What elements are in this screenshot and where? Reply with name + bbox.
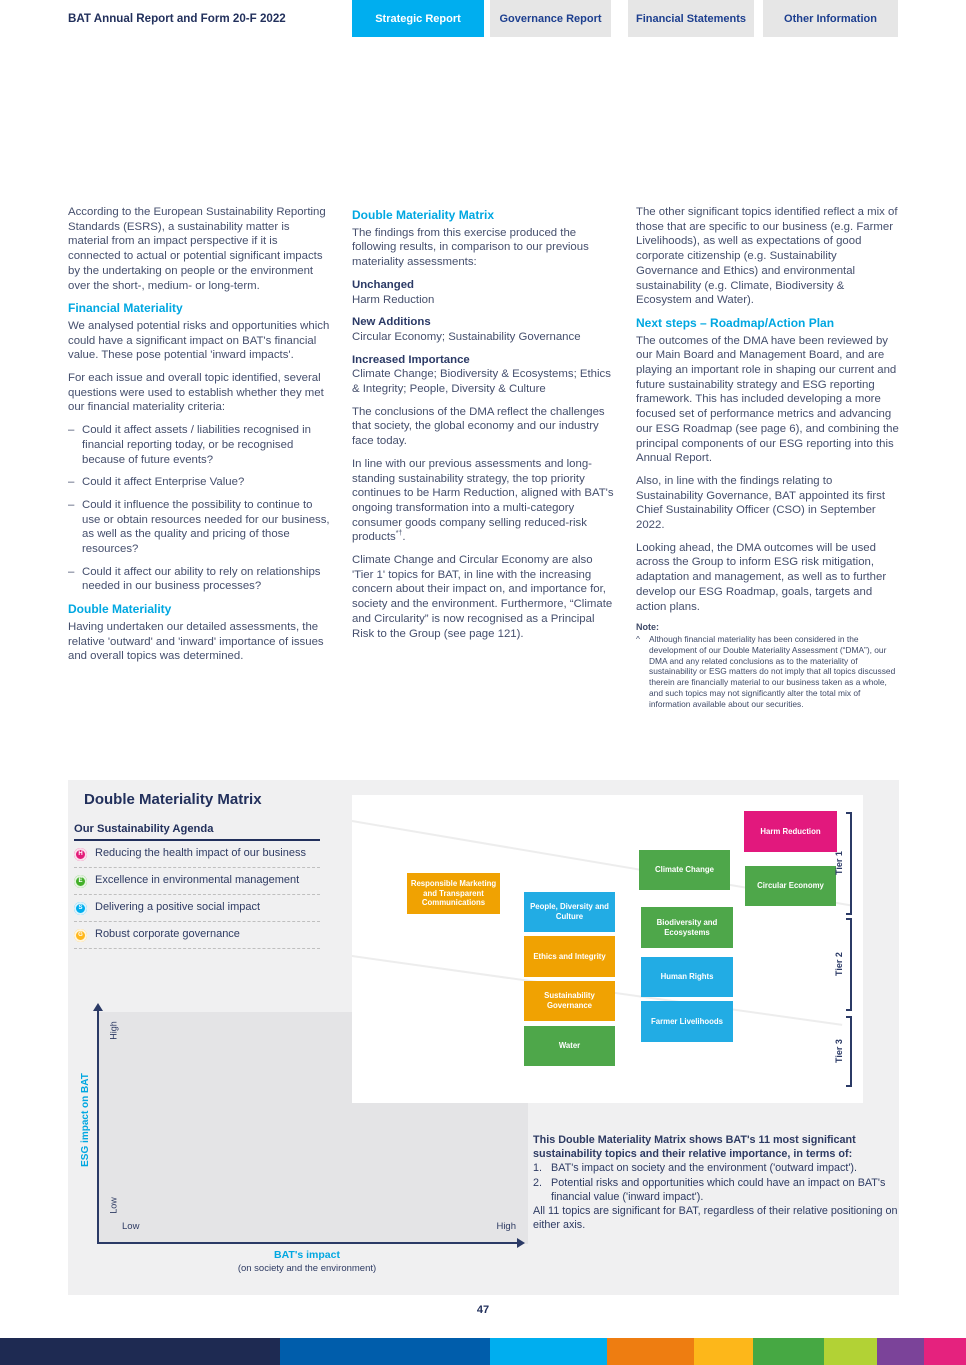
y-axis-arrow-icon	[93, 1003, 103, 1011]
tier-1-label: Tier 1	[834, 851, 844, 875]
legend-label: Reducing the health impact of our business	[95, 847, 306, 859]
matrix-box-responsible-marketing: Responsible Marketing and Transparent Communications	[407, 873, 500, 914]
paragraph	[352, 457, 615, 545]
matrix-title: Double Materiality Matrix	[84, 791, 262, 808]
tier-1-bracket	[846, 812, 852, 915]
brand-color-stripe	[0, 1338, 966, 1365]
paragraph: For each issue and overall topic identified, several questions were used to establish whether they met our financial materiality criteria:	[68, 372, 324, 414]
double-materiality-matrix-panel	[68, 780, 899, 1295]
group-title: Increased Importance	[352, 353, 470, 366]
footnote	[636, 622, 899, 709]
column-1	[68, 205, 331, 672]
stripe-segment	[280, 1338, 490, 1365]
list-text: Potential risks and opportunities which could have an impact on BAT's financial value ('inward impact').	[551, 1176, 886, 1203]
y-axis-title: ESG impact on BAT	[80, 1073, 91, 1167]
note-text: Although financial materiality has been considered in the development of our Double Materiality Assessment (“DMA”), our DMA and any related conclusions as to the materiality of sustainability or ESG matters do not imply that all topics discussed therein are financially material to our business taken as a whole, and such topics may not significantly alter the total mix of information available about our securities.	[649, 634, 896, 709]
heading-double-materiality: Double Materiality	[68, 602, 172, 617]
result-group	[352, 278, 615, 307]
matrix-box-farmer-livelihoods: Farmer Livelihoods	[641, 1001, 733, 1042]
paragraph-text: .	[402, 531, 406, 544]
caption-heading: This Double Materiality Matrix shows BAT's 11 most significant sustainability topics and their relative importance, in terms of:	[533, 1134, 856, 1161]
caption-list-item	[533, 1161, 905, 1175]
stripe-segment	[694, 1338, 753, 1365]
footnote-superscript: *†	[395, 530, 403, 538]
y-axis-line	[97, 1010, 99, 1244]
bullet-text: Could it affect assets / liabilities recognised in financial reporting today, or be recognised because of future events?	[82, 424, 311, 466]
report-title: BAT Annual Report and Form 20-F 2022	[68, 12, 286, 25]
x-axis-subtitle: (on society and the environment)	[237, 1263, 377, 1274]
stripe-segment	[877, 1338, 924, 1365]
legend-item-social	[74, 895, 320, 922]
legend-label: Delivering a positive social impact	[95, 901, 261, 913]
tier-3-label: Tier 3	[834, 1039, 844, 1063]
matrix-box-harm-reduction: Harm Reduction	[744, 811, 837, 852]
legend-item-environment	[74, 868, 320, 895]
note-marker: ^	[636, 634, 640, 645]
legend-item-health	[74, 841, 320, 868]
y-axis-high-label: High	[108, 1021, 119, 1040]
stripe-segment	[0, 1338, 280, 1365]
caption-list-item	[533, 1176, 905, 1204]
group-body: Circular Economy; Sustainability Governance	[352, 330, 581, 343]
stripe-segment	[490, 1338, 607, 1365]
matrix-box-climate-change: Climate Change	[639, 850, 730, 890]
column-2	[352, 205, 615, 649]
group-title: Unchanged	[352, 278, 415, 291]
stripe-segment	[824, 1338, 877, 1365]
legend-item-governance	[74, 922, 320, 949]
paragraph-text: In line with our previous assessments and long-standing sustainability strategy, the top priority continues to be Harm Reduction, aligned with BAT's ongoing transformation into a multi-category consumer goods company selling reduced-risk products	[352, 457, 614, 544]
paragraph: According to the European Sustainability Reporting Standards (ESRS), a sustainability matter is material from an impact perspective if it is connected to actual or potential significant impacts by the undertaking on people or the environment over the short-, medium- or long-term.	[68, 206, 326, 292]
heading-double-materiality-matrix: Double Materiality Matrix	[352, 208, 495, 222]
matrix-caption	[533, 1133, 905, 1232]
legend-label: Robust corporate governance	[95, 928, 240, 940]
matrix-box-water: Water	[524, 1026, 615, 1066]
list-number: 2.	[533, 1176, 543, 1189]
heading-financial-materiality: Financial Materiality	[68, 301, 183, 316]
bullet-item	[68, 423, 331, 467]
y-axis-low-label: Low	[108, 1197, 119, 1214]
matrix-box-human-rights: Human Rights	[641, 957, 733, 997]
legend-label: Excellence in environmental management	[95, 874, 300, 886]
tab-other-information[interactable]: Other Information	[763, 0, 898, 37]
result-group	[352, 353, 615, 397]
tier-2-bracket	[846, 918, 852, 1011]
tab-strategic-report[interactable]: Strategic Report	[352, 0, 484, 37]
bullet-dash: –	[68, 476, 75, 489]
group-title: New Additions	[352, 316, 431, 329]
legend-title: Our Sustainability Agenda	[74, 823, 320, 841]
governance-pillar-icon: G	[74, 929, 87, 942]
matrix-box-biodiversity-ecosystems: Biodiversity and Ecosystems	[641, 907, 733, 948]
bullet-text: Could it influence the possibility to continue to use or obtain resources needed for our business, as well as the quality and pricing of those resources?	[82, 498, 330, 556]
bullet-dash: –	[68, 424, 75, 437]
bullet-text: Could it affect Enterprise Value?	[82, 476, 245, 489]
tab-financial-statements[interactable]: Financial Statements	[628, 0, 754, 37]
paragraph: Climate Change and Circular Economy are also 'Tier 1' topics for BAT, in line with the increasing concern about their impact on, and importance for, society and the environment. Furthermore, “Climate and Circularity” is now recognised as a Principal Risk to the Group (see page 121).	[352, 554, 613, 640]
page-number: 47	[476, 1304, 490, 1316]
paragraph: The conclusions of the DMA reflect the challenges that society, the global economy and our industry face today.	[352, 405, 605, 448]
social-pillar-icon: S	[74, 902, 87, 915]
group-body: Harm Reduction	[352, 293, 435, 306]
column-3	[636, 205, 899, 710]
heading-next-steps: Next steps – Roadmap/Action Plan	[636, 315, 835, 330]
matrix-box-people-diversity-culture: People, Diversity and Culture	[524, 892, 615, 932]
paragraph: Also, in line with the findings relating to Sustainability Governance, BAT appointed its first Chief Sustainability Officer (CSO) in September 2022.	[636, 474, 886, 532]
matrix-box-ethics-integrity: Ethics and Integrity	[524, 936, 615, 977]
paragraph: Looking ahead, the DMA outcomes will be used across the Group to inform ESG risk mitigation, adaptation and management, as well as to further develop our ESG Roadmap, goals, targets and action plans.	[636, 541, 887, 613]
group-body: Climate Change; Biodiversity & Ecosystems; Ethics & Integrity; People, Diversity & Culture	[352, 368, 611, 396]
paragraph: Having undertaken our detailed assessments, the relative 'outward' and 'inward' importance of issues and overall topics was determined.	[68, 620, 324, 663]
sustainability-agenda-legend	[74, 823, 320, 949]
x-axis-low-label: Low	[122, 1221, 140, 1232]
list-number: 1.	[533, 1162, 543, 1175]
tier-2-label: Tier 2	[834, 952, 844, 976]
x-axis-line	[97, 1242, 518, 1244]
stripe-segment	[753, 1338, 824, 1365]
health-pillar-icon: H	[74, 848, 87, 861]
stripe-segment	[607, 1338, 694, 1365]
list-text: BAT's impact on society and the environment ('outward impact').	[551, 1162, 858, 1175]
tab-governance-report[interactable]: Governance Report	[490, 0, 611, 37]
x-axis-title: BAT's impact	[274, 1249, 340, 1261]
paragraph: The outcomes of the DMA have been reviewed by our Main Board and Management Board, and are playing an important role in shaping our current and future sustainability strategy and ESG reporting framework. This has included developing a more focused set of performance metrics and advancing our ESG Roadmap (see page 6), and combining the principal components of our ESG reporting into this Annual Report.	[636, 334, 899, 465]
bullet-dash: –	[68, 498, 75, 511]
caption-outro: All 11 topics are significant for BAT, regardless of their relative positioning on either axis.	[533, 1205, 898, 1232]
matrix-chart-area	[352, 795, 863, 1103]
bullet-item	[68, 475, 331, 490]
bullet-text: Could it affect our ability to rely on relationships needed in our business processes?	[82, 565, 321, 593]
environment-pillar-icon: E	[74, 875, 87, 888]
note-label: Note:	[636, 622, 659, 633]
paragraph: The findings from this exercise produced the following results, in comparison to our previous materiality assessments:	[352, 226, 589, 269]
matrix-box-circular-economy: Circular Economy	[745, 866, 836, 906]
bullet-item	[68, 565, 331, 594]
x-axis-high-label: High	[496, 1221, 516, 1232]
paragraph: We analysed potential risks and opportunities which could have a significant impact on BAT's financial value. These pose potential 'inward impacts'.	[68, 319, 330, 362]
bullet-dash: –	[68, 565, 75, 578]
result-group	[352, 315, 615, 344]
x-axis-arrow-icon	[517, 1238, 525, 1248]
stripe-segment	[924, 1338, 966, 1365]
matrix-box-sustainability-governance: Sustainability Governance	[524, 981, 615, 1021]
bullet-item	[68, 498, 331, 557]
tier-3-bracket	[846, 1016, 852, 1087]
paragraph: The other significant topics identified reflect a mix of those that are specific to our business (e.g. Farmer Livelihoods), as well as expectations of good corporate citizenship (e.g. Sustainability Governance and Ethics) and environmental sustainability (e.g. Climate, Biodiversity & Ecosystem and Water).	[636, 206, 898, 307]
